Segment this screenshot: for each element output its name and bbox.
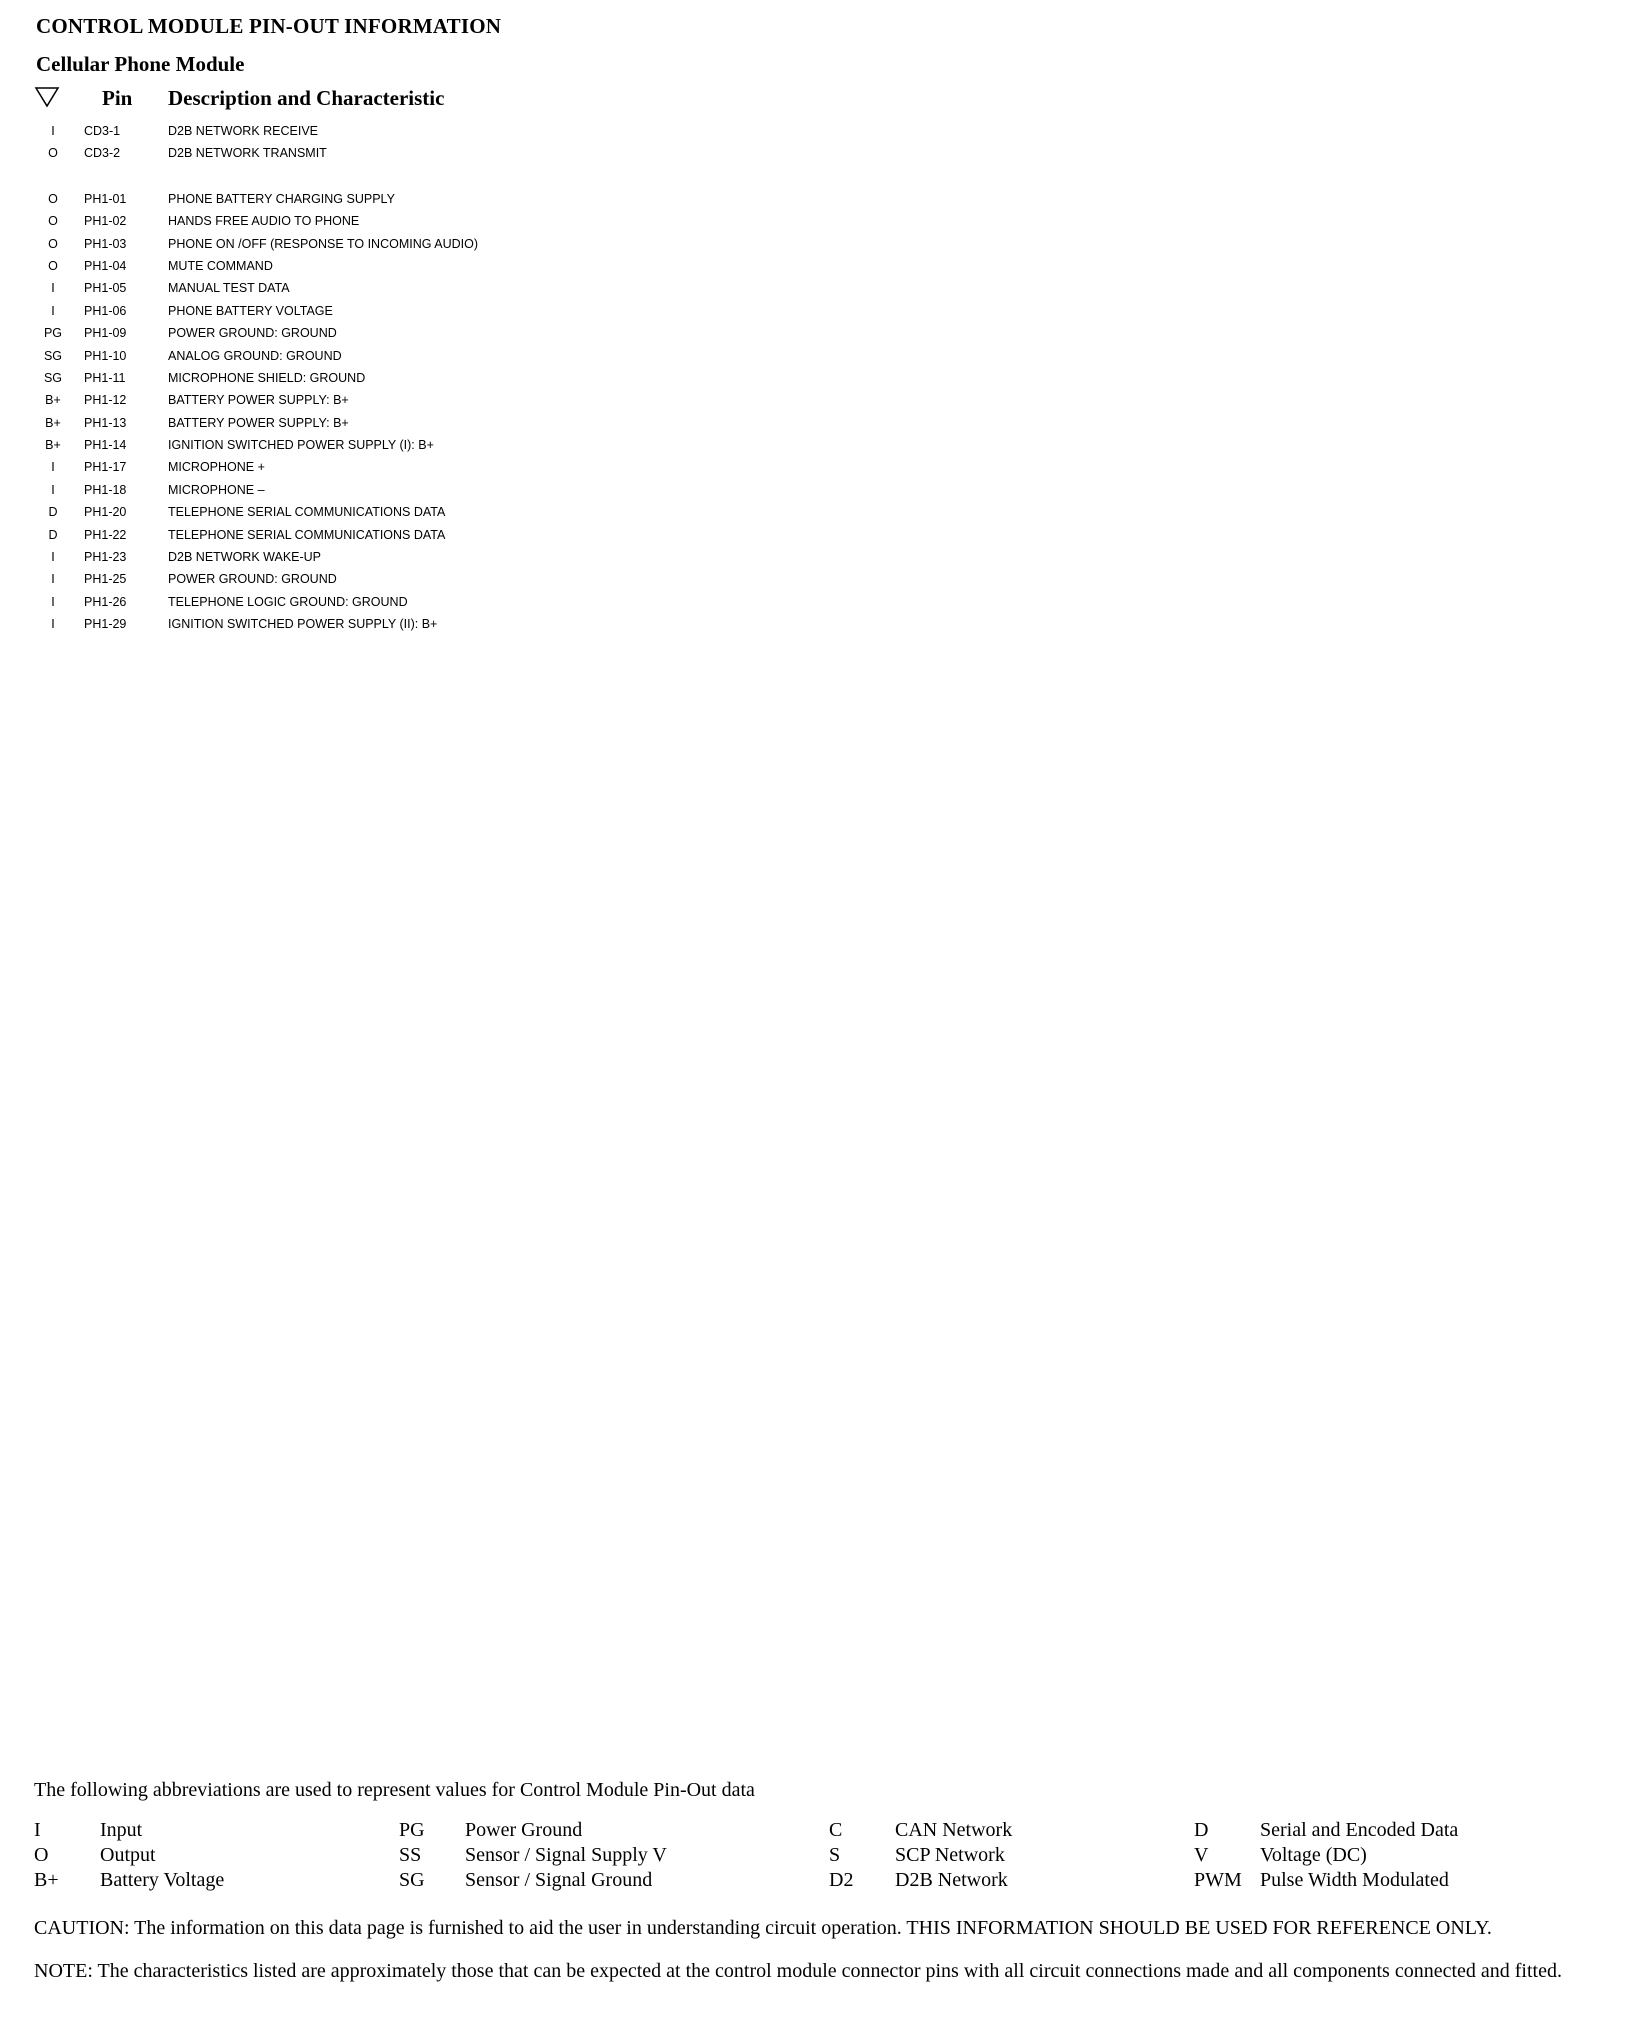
pin-id: PH1-17 (84, 460, 127, 475)
pin-id: PH1-06 (84, 303, 127, 318)
pin-type: O (48, 214, 58, 229)
pin-description: POWER GROUND: GROUND (168, 572, 337, 587)
table-row (36, 277, 676, 299)
pin-id: PH1-29 (84, 617, 127, 632)
abbreviation-meaning: Output (100, 1844, 156, 1866)
pin-description: MICROPHONE – (168, 482, 265, 497)
pin-id: PH1-25 (84, 572, 127, 587)
table-row (36, 120, 676, 142)
pin-type: I (51, 594, 55, 609)
table-row (36, 524, 676, 546)
pin-id: PH1-02 (84, 214, 127, 229)
table-row (36, 345, 676, 367)
pin-id: PH1-13 (84, 415, 127, 430)
table-row (36, 479, 676, 501)
pin-type: PG (43, 326, 63, 341)
pin-type: B+ (45, 393, 61, 408)
pin-type: SG (43, 348, 63, 363)
pin-type: O (48, 258, 58, 273)
abbreviation-meaning: Input (100, 1819, 143, 1841)
table-row (36, 613, 676, 635)
triangle-down-icon (34, 86, 60, 108)
table-row (36, 233, 676, 255)
abbreviation-meaning: Power Ground (465, 1819, 583, 1841)
pin-description: HANDS FREE AUDIO TO PHONE (168, 214, 360, 229)
abbreviation-code: O (34, 1844, 49, 1866)
pin-table (36, 120, 676, 636)
table-row (36, 456, 676, 478)
abbreviation-meaning: D2B Network (895, 1869, 1008, 1891)
table-row (36, 188, 676, 210)
pin-description: POWER GROUND: GROUND (168, 326, 337, 341)
pin-id: PH1-10 (84, 348, 127, 363)
pin-description: PHONE ON /OFF (RESPONSE TO INCOMING AUDIO) (168, 236, 478, 251)
table-row (36, 322, 676, 344)
table-row (36, 568, 676, 590)
pin-id: CD3-2 (84, 146, 121, 161)
pin-type: B+ (45, 438, 61, 453)
pin-id: PH1-26 (84, 594, 127, 609)
page-title: CONTROL MODULE PIN-OUT INFORMATION (36, 14, 502, 38)
pin-id: PH1-03 (84, 236, 127, 251)
pin-type: O (48, 191, 58, 206)
table-row (36, 591, 676, 613)
abbreviation-code: I (34, 1819, 41, 1841)
pin-description: TELEPHONE SERIAL COMMUNICATIONS DATA (168, 505, 446, 520)
pin-type: I (51, 572, 55, 587)
pin-description: MUTE COMMAND (168, 258, 273, 273)
pin-column-header: Pin (102, 86, 133, 110)
abbreviation-code: S (829, 1844, 841, 1866)
pin-type: I (51, 550, 55, 565)
abbreviation-meaning: SCP Network (895, 1844, 1005, 1866)
pin-id: PH1-11 (84, 370, 126, 385)
pin-type: I (51, 303, 55, 318)
pin-id: CD3-1 (84, 124, 121, 138)
table-row (36, 546, 676, 568)
description-column-header: Description and Characteristic (168, 86, 445, 110)
table-header (34, 84, 634, 114)
pin-type: D (48, 505, 58, 520)
table-row (36, 389, 676, 411)
abbreviation-meaning: Voltage (DC) (1260, 1844, 1367, 1866)
abbreviations-legend (34, 1818, 1624, 1898)
table-row (36, 434, 676, 456)
abbreviation-code: D (1194, 1819, 1209, 1841)
pin-id: PH1-12 (84, 393, 127, 408)
pin-description: BATTERY POWER SUPPLY: B+ (168, 393, 349, 408)
abbreviation-meaning: Serial and Encoded Data (1260, 1819, 1459, 1841)
abbreviation-code: B+ (34, 1869, 59, 1891)
pin-id: PH1-01 (84, 191, 127, 206)
pin-type: I (51, 124, 55, 138)
abbreviation-code: SG (399, 1869, 425, 1891)
pin-id: PH1-22 (84, 527, 127, 542)
pin-id: PH1-18 (84, 482, 127, 497)
abbreviation-code: C (829, 1819, 843, 1841)
pin-type: SG (43, 370, 63, 385)
pin-description: MICROPHONE + (168, 460, 265, 475)
pin-type: B+ (45, 415, 61, 430)
pin-type: I (51, 281, 55, 296)
table-row (36, 255, 676, 277)
pin-id: PH1-14 (84, 438, 127, 453)
pin-description: D2B NETWORK TRANSMIT (168, 146, 327, 161)
pin-description: D2B NETWORK RECEIVE (168, 124, 319, 138)
pin-description: PHONE BATTERY VOLTAGE (168, 303, 333, 318)
abbreviation-code: V (1194, 1844, 1209, 1866)
abbreviation-code: SS (399, 1844, 422, 1866)
pin-type: D (48, 527, 58, 542)
pin-type: O (48, 146, 58, 161)
pin-description: IGNITION SWITCHED POWER SUPPLY (I): B+ (168, 438, 434, 453)
abbreviation-meaning: Pulse Width Modulated (1260, 1869, 1449, 1891)
pin-description: BATTERY POWER SUPPLY: B+ (168, 415, 349, 430)
pin-description: TELEPHONE LOGIC GROUND: GROUND (168, 594, 408, 609)
table-row (36, 210, 676, 232)
abbreviation-code: PWM (1194, 1869, 1242, 1891)
module-name: Cellular Phone Module (36, 52, 245, 76)
pin-description: PHONE BATTERY CHARGING SUPPLY (168, 191, 395, 206)
table-row (36, 501, 676, 523)
pin-id: PH1-20 (84, 505, 127, 520)
pin-description: ANALOG GROUND: GROUND (168, 348, 342, 363)
pin-description: IGNITION SWITCHED POWER SUPPLY (II): B+ (168, 617, 438, 632)
abbreviation-code: PG (399, 1819, 425, 1841)
pin-description: MANUAL TEST DATA (168, 281, 290, 296)
caution-text: CAUTION: The information on this data page is furnished to aid the user in understanding circuit operation. THIS INFORMATION SHOULD BE USED FOR REFERENCE ONLY. (34, 1917, 1492, 1939)
pin-type: O (48, 236, 58, 251)
abbreviation-meaning: Sensor / Signal Ground (465, 1869, 653, 1891)
abbreviation-code: D2 (829, 1869, 854, 1891)
pin-description: D2B NETWORK WAKE-UP (168, 550, 322, 565)
pin-id: PH1-05 (84, 281, 127, 296)
abbreviation-meaning: CAN Network (895, 1819, 1013, 1841)
pin-type: I (51, 460, 55, 475)
note-text: NOTE: The characteristics listed are approximately those that can be expected at the control module connector pins with all circuit connections made and all components connected and fitted. (34, 1960, 1562, 1982)
table-row (36, 412, 676, 434)
abbreviation-meaning: Sensor / Signal Supply V (465, 1844, 667, 1866)
table-row (36, 300, 676, 322)
pin-type: I (51, 617, 55, 632)
pin-id: PH1-23 (84, 550, 127, 565)
pin-description: MICROPHONE SHIELD: GROUND (168, 370, 366, 385)
pin-id: PH1-09 (84, 326, 127, 341)
abbreviation-meaning: Battery Voltage (100, 1869, 225, 1891)
pin-type: I (51, 482, 55, 497)
pin-description: TELEPHONE SERIAL COMMUNICATIONS DATA (168, 527, 446, 542)
table-row (36, 367, 676, 389)
pin-id: PH1-04 (84, 258, 127, 273)
table-row (36, 142, 676, 164)
abbreviations-intro: The following abbreviations are used to represent values for Control Module Pin-Out data (34, 1779, 755, 1801)
